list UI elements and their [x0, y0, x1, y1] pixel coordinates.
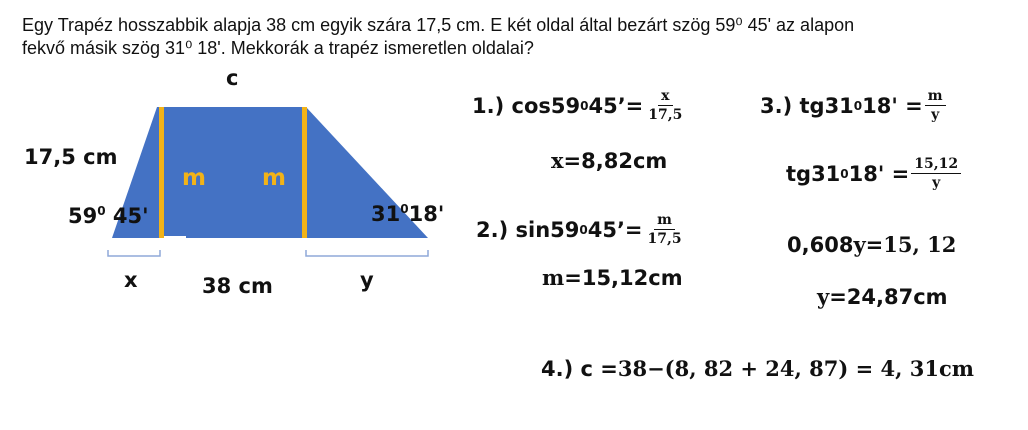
height-line-left [159, 107, 164, 238]
step-1-result: x =8,82cm [551, 148, 668, 173]
bracket-x [108, 250, 160, 256]
bracket-y [306, 250, 428, 256]
label-side-length: 17,5 cm [24, 145, 118, 169]
label-height-1: m [182, 165, 206, 191]
label-y: y [360, 268, 374, 292]
label-left-angle: $59^0$ 45' [68, 204, 149, 228]
label-height-2: m [262, 165, 286, 191]
problem-line-1: Egy Trapéz hosszabbik alapja 38 cm egyik szára 17,5 cm. E két oldal által bezárt szög 59⁰ 45' az alapon [22, 15, 855, 35]
step-2-result: m =15,12cm [542, 265, 683, 290]
step-2-fraction: $\frac{m}{17,5}$ [647, 212, 682, 247]
step-3-result: y =24,87cm [817, 284, 948, 309]
label-base-length: 38 cm [202, 274, 273, 298]
problem-line-2: fekvő másik szög 31⁰ 18'. Mekkorák a trapéz ismeretlen oldalai? [22, 38, 534, 58]
step-3-equation: 3.) tg31 0 18' = $\frac{m}{y}$ [760, 88, 946, 123]
step-3-fraction: $\frac{m}{y}$ [925, 88, 946, 123]
step-4-equation: 4.) c = 38−(8, 82 + 24, 87) = 4, 31cm [541, 356, 974, 381]
step-1-fraction: $\frac{x}{17,5}$ [648, 88, 683, 123]
step-3-substitution: tg31 0 18' = $\frac{15,12}{y}$ [786, 156, 961, 191]
step-3-linear: 0,608 y = 15, 12 [787, 232, 957, 257]
height-line-right [302, 107, 307, 238]
step-1-equation: 1.) cos59 0 45’= $\frac{x}{17,5}$ [472, 88, 685, 123]
step-2-equation: 2.) sin59 0 45’= $\frac{m}{17,5}$ [476, 212, 685, 247]
label-right-angle: $31^018'$ [371, 202, 445, 226]
base-gap [164, 236, 186, 239]
step-3-substitution-fraction: $\frac{15,12}{y}$ [911, 156, 961, 191]
label-c: c [226, 66, 239, 90]
label-x: x [124, 268, 138, 292]
